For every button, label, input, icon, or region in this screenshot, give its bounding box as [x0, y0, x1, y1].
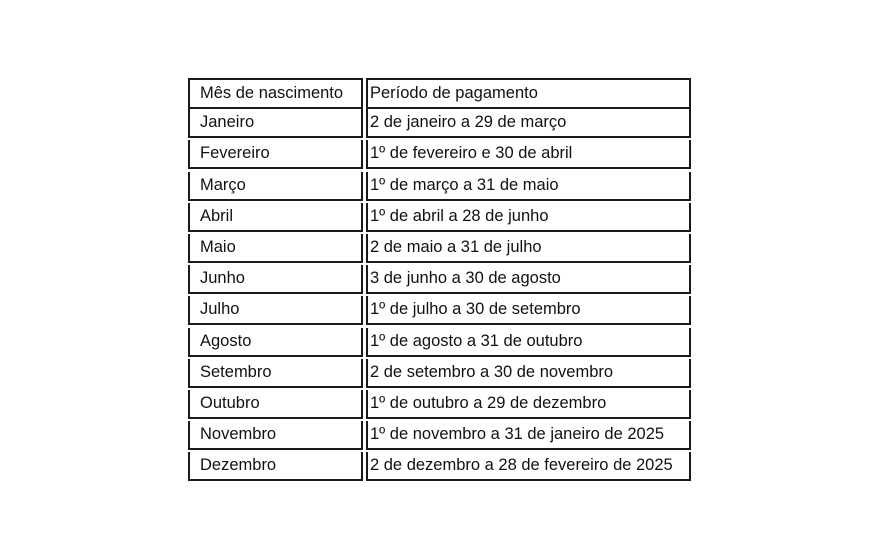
table-row	[188, 203, 691, 234]
month-cell: Março	[188, 172, 363, 201]
header-payment-period: Período de pagamento	[366, 78, 691, 109]
month-cell: Abril	[188, 203, 363, 232]
period-cell: 1º de abril a 28 de junho	[366, 203, 691, 232]
period-cell: 1º de outubro a 29 de dezembro	[366, 390, 691, 419]
month-cell: Julho	[188, 296, 363, 325]
period-cell: 1º de março a 31 de maio	[366, 172, 691, 201]
month-cell: Fevereiro	[188, 140, 363, 169]
period-cell: 1º de agosto a 31 de outubro	[366, 328, 691, 357]
table-row	[188, 172, 691, 203]
table-row	[188, 234, 691, 265]
month-cell: Maio	[188, 234, 363, 263]
table-row	[188, 421, 691, 452]
table-row	[188, 265, 691, 296]
month-cell: Agosto	[188, 328, 363, 357]
month-cell: Novembro	[188, 421, 363, 450]
payment-schedule-table	[188, 78, 691, 483]
period-cell: 2 de janeiro a 29 de março	[366, 109, 691, 138]
period-cell: 2 de setembro a 30 de novembro	[366, 359, 691, 388]
table-row	[188, 109, 691, 140]
month-cell: Setembro	[188, 359, 363, 388]
period-cell: 1º de novembro a 31 de janeiro de 2025	[366, 421, 691, 450]
month-cell: Junho	[188, 265, 363, 294]
period-cell: 3 de junho a 30 de agosto	[366, 265, 691, 294]
table-row	[188, 140, 691, 171]
table-row	[188, 328, 691, 359]
period-cell: 1º de julho a 30 de setembro	[366, 296, 691, 325]
table-row	[188, 296, 691, 327]
month-cell: Janeiro	[188, 109, 363, 138]
month-cell: Dezembro	[188, 452, 363, 481]
month-cell: Outubro	[188, 390, 363, 419]
period-cell: 2 de dezembro a 28 de fevereiro de 2025	[366, 452, 691, 481]
period-cell: 2 de maio a 31 de julho	[366, 234, 691, 263]
table-row	[188, 390, 691, 421]
table-row	[188, 359, 691, 390]
table-row	[188, 452, 691, 483]
table-header-row	[188, 78, 691, 109]
header-month-of-birth: Mês de nascimento	[188, 78, 363, 109]
period-cell: 1º de fevereiro e 30 de abril	[366, 140, 691, 169]
